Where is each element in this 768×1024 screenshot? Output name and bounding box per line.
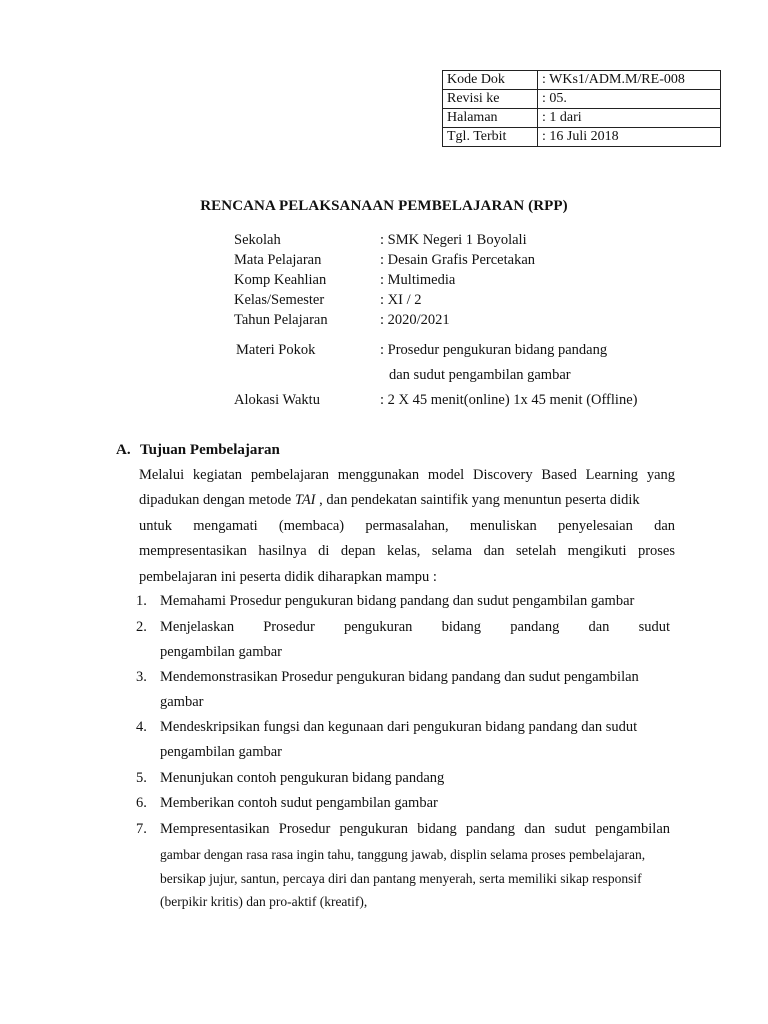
list-item-cont: gambar dengan rasa rasa ingin tahu, tanggung jawab, displin selama proses pembelajaran, — [160, 847, 646, 862]
text-run-italic: TAI — [294, 492, 316, 508]
list-number: 3. — [136, 669, 147, 685]
paragraph-line: Melalui kegiatan pembelajaran menggunakan model Discovery Based Learning yang — [139, 467, 675, 483]
list-item-cont: gambar — [160, 694, 204, 710]
list-item-cont: pengambilan gambar — [160, 744, 282, 760]
list-item: Menjelaskan Prosedur pengukuran bidang pandang dan sudut — [160, 619, 670, 635]
section-title: Tujuan Pembelajaran — [140, 442, 280, 458]
page-title: RENCANA PELAKSANAAN PEMBELAJARAN (RPP) — [200, 198, 568, 214]
list-item: Menunjukan contoh pengukuran bidang pandang — [160, 770, 445, 786]
document-info-table — [442, 70, 721, 147]
list-item-cont: pengambilan gambar — [160, 644, 282, 660]
table-row — [443, 109, 721, 128]
table-cell-key: Tgl. Terbit — [443, 128, 538, 147]
list-number: 6. — [136, 795, 147, 811]
info-value: : SMK Negeri 1 Boyolali — [380, 232, 527, 248]
paragraph-line: untuk mengamati (membaca) permasalahan, menuliskan penyelesaian dan — [139, 518, 675, 534]
section-letter: A. — [116, 442, 131, 458]
list-number: 7. — [136, 821, 147, 837]
table-cell-value: : 05. — [538, 90, 721, 109]
info-value: : 2020/2021 — [380, 312, 450, 328]
info-label: Alokasi Waktu — [234, 392, 320, 408]
table-cell-key: Kode Dok — [443, 71, 538, 90]
table-cell-key: Halaman — [443, 109, 538, 128]
info-value: : Multimedia — [380, 272, 456, 288]
list-number: 5. — [136, 770, 147, 786]
info-label: Mata Pelajaran — [234, 252, 322, 268]
paragraph-line: pembelajaran ini peserta didik diharapkan mampu : — [139, 569, 437, 585]
list-item: Memahami Prosedur pengukuran bidang pandang dan sudut pengambilan gambar — [160, 593, 635, 609]
list-item: Mendeskripsikan fungsi dan kegunaan dari pengukuran bidang pandang dan sudut — [160, 719, 638, 735]
info-label: Tahun Pelajaran — [234, 312, 328, 328]
info-value: dan sudut pengambilan gambar — [389, 367, 571, 383]
table-cell-value: : WKs1/ADM.M/RE-008 — [538, 71, 721, 90]
list-item-cont: bersikap jujur, santun, percaya diri dan pantang menyerah, serta memiliki sikap responsif — [160, 871, 642, 886]
info-value: : Desain Grafis Percetakan — [380, 252, 536, 268]
info-label: Komp Keahlian — [234, 272, 327, 288]
list-number: 2. — [136, 619, 147, 635]
table-row — [443, 128, 721, 147]
list-number: 1. — [136, 593, 147, 609]
info-value: : XI / 2 — [380, 292, 422, 308]
list-item: Memberikan contoh sudut pengambilan gambar — [160, 795, 438, 811]
list-number: 4. — [136, 719, 147, 735]
table-row — [443, 71, 721, 90]
list-item-cont: (berpikir kritis) dan pro-aktif (kreatif), — [160, 894, 368, 909]
info-label: Kelas/Semester — [234, 292, 325, 308]
text-run: , dan pendekatan saintifik yang menuntun peserta didik — [315, 492, 640, 508]
paragraph-line — [139, 492, 640, 509]
table-cell-value: : 1 dari — [538, 109, 721, 128]
table-row — [443, 90, 721, 109]
list-item: Mempresentasikan Prosedur pengukuran bidang pandang dan sudut pengambilan — [160, 821, 670, 837]
info-label: Sekolah — [234, 232, 281, 248]
table-cell-value: : 16 Juli 2018 — [538, 128, 721, 147]
info-value: : Prosedur pengukuran bidang pandang — [380, 342, 608, 358]
info-label: Materi Pokok — [236, 342, 316, 358]
list-item: Mendemonstrasikan Prosedur pengukuran bidang pandang dan sudut pengambilan — [160, 669, 639, 685]
text-run: dipadukan dengan metode — [139, 492, 295, 508]
paragraph-line: mempresentasikan hasilnya di depan kelas, selama dan setelah mengikuti proses — [139, 543, 675, 559]
table-cell-key: Revisi ke — [443, 90, 538, 109]
info-value: : 2 X 45 menit(online) 1x 45 menit (Offline) — [380, 392, 638, 408]
